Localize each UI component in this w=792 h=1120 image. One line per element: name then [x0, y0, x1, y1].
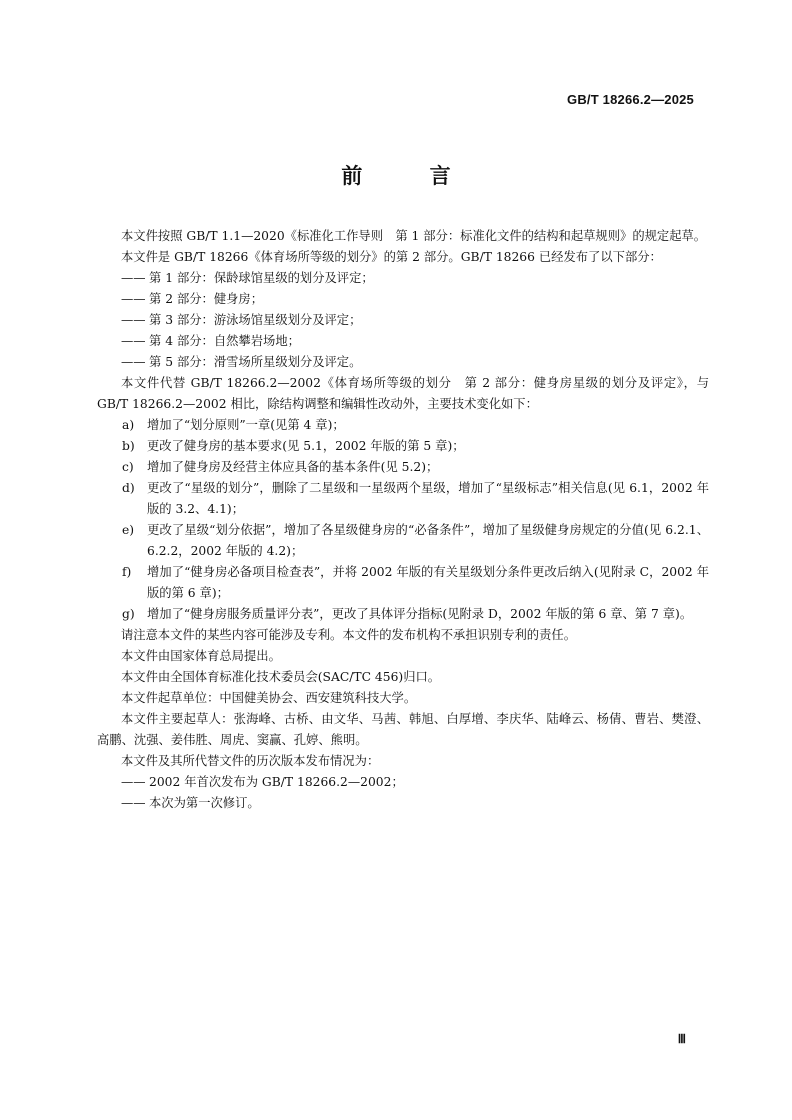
list-label: b) [122, 439, 135, 453]
dash-list-item [97, 268, 709, 289]
list-item-text: 更改了“星级的划分”，删除了二星级和一星级两个星级，增加了“星级标志”相关信息(见 6.1，2002 年版的 3.2、4.1)； [147, 481, 709, 516]
list-label: f) [122, 565, 132, 579]
paragraph: 本文件代替 GB/T 18266.2—2002《体育场所等级的划分 第 2 部分：健身房星级的划分及评定》，与 GB/T 18266.2—2002 相比，除结构调整和编辑性改动外，主要技术变化如下： [97, 376, 709, 411]
dash-list-item [97, 310, 709, 331]
list-label: d) [122, 481, 135, 495]
dash-list-item [97, 793, 709, 814]
list-item-text: 更改了健身房的基本要求(见 5.1，2002 年版的第 5 章)； [147, 439, 465, 453]
change-list-item [97, 478, 709, 520]
paragraph: 本文件由全国体育标准化技术委员会(SAC/TC 456)归口。 [121, 670, 441, 684]
standard-code: GB/T 18266.2—2025 [567, 92, 694, 107]
change-list-item [97, 415, 709, 436]
list-label: a) [122, 418, 135, 432]
list-item-text: 更改了星级“划分依据”，增加了各星级健身房的“必备条件”，增加了星级健身房规定的分值(见 6.2.1、6.2.2，2002 年版的 4.2)； [147, 523, 709, 558]
change-list-item [97, 520, 709, 562]
page-title: 前 言 [341, 164, 481, 188]
change-list-item [97, 604, 709, 625]
list-label: c) [122, 460, 134, 474]
dash-item-text: 第 1 部分：保龄球馆星级的划分及评定； [149, 271, 374, 285]
paragraph: 本文件及其所代替文件的历次版本发布情况为： [121, 754, 380, 768]
list-item-text: 增加了“健身房必备项目检查表”，并将 2002 年版的有关星级划分条件更改后纳入(见附录 C，2002 年版的第 6 章)； [147, 565, 709, 600]
dash-mark: —— [121, 334, 146, 348]
dash-item-text: 第 5 部分：滑雪场所星级划分及评定。 [149, 355, 362, 369]
paragraph: 本文件按照 GB/T 1.1—2020《标准化工作导则 第 1 部分：标准化文件的结构和起草规则》的规定起草。 [121, 229, 707, 243]
foreword-body [97, 226, 709, 814]
list-item-text: 增加了“健身房服务质量评分表”，更改了具体评分指标(见附录 D，2002 年版的第 6 章、第 7 章)。 [147, 607, 693, 621]
list-item-text: 增加了健身房及经营主体应具备的基本条件(见 5.2)； [147, 460, 439, 474]
dash-mark: —— [121, 796, 146, 810]
paragraph: 本文件是 GB/T 18266《体育场所等级的划分》的第 2 部分。GB/T 18266 已经发布了以下部分： [121, 250, 662, 264]
paragraph: 本文件起草单位：中国健美协会、西安建筑科技大学。 [121, 691, 417, 705]
paragraph: 请注意本文件的某些内容可能涉及专利。本文件的发布机构不承担识别专利的责任。 [121, 628, 576, 642]
dash-mark: —— [121, 355, 146, 369]
paragraph: 本文件主要起草人：张海峰、古桥、由文华、马茜、韩旭、白厚增、李庆华、陆峰云、杨倩、曹岩、樊澄、高鹏、沈强、姜伟胜、周虎、窦赢、孔婷、熊明。 [97, 712, 709, 747]
dash-item-text: 2002 年首次发布为 GB/T 18266.2—2002； [149, 775, 404, 789]
dash-item-text: 第 2 部分：健身房； [149, 292, 264, 306]
dash-item-text: 第 3 部分：游泳场馆星级划分及评定； [149, 313, 362, 327]
list-label: g) [122, 607, 135, 621]
dash-list-item [97, 352, 709, 373]
dash-list-item [97, 289, 709, 310]
dash-mark: —— [121, 313, 146, 327]
page-number: Ⅲ [677, 1032, 686, 1046]
paragraph: 本文件由国家体育总局提出。 [121, 649, 281, 663]
dash-mark: —— [121, 775, 146, 789]
list-item-text: 增加了“划分原则”一章(见第 4 章)； [147, 418, 345, 432]
dash-mark: —— [121, 271, 146, 285]
dash-item-text: 第 4 部分：自然攀岩场地； [149, 334, 300, 348]
dash-item-text: 本次为第一次修订。 [149, 796, 260, 810]
dash-list-item [97, 331, 709, 352]
change-list-item [97, 457, 709, 478]
change-list-item [97, 436, 709, 457]
change-list-item [97, 562, 709, 604]
dash-list-item [97, 772, 709, 793]
dash-mark: —— [121, 292, 146, 306]
list-label: e) [122, 523, 135, 537]
